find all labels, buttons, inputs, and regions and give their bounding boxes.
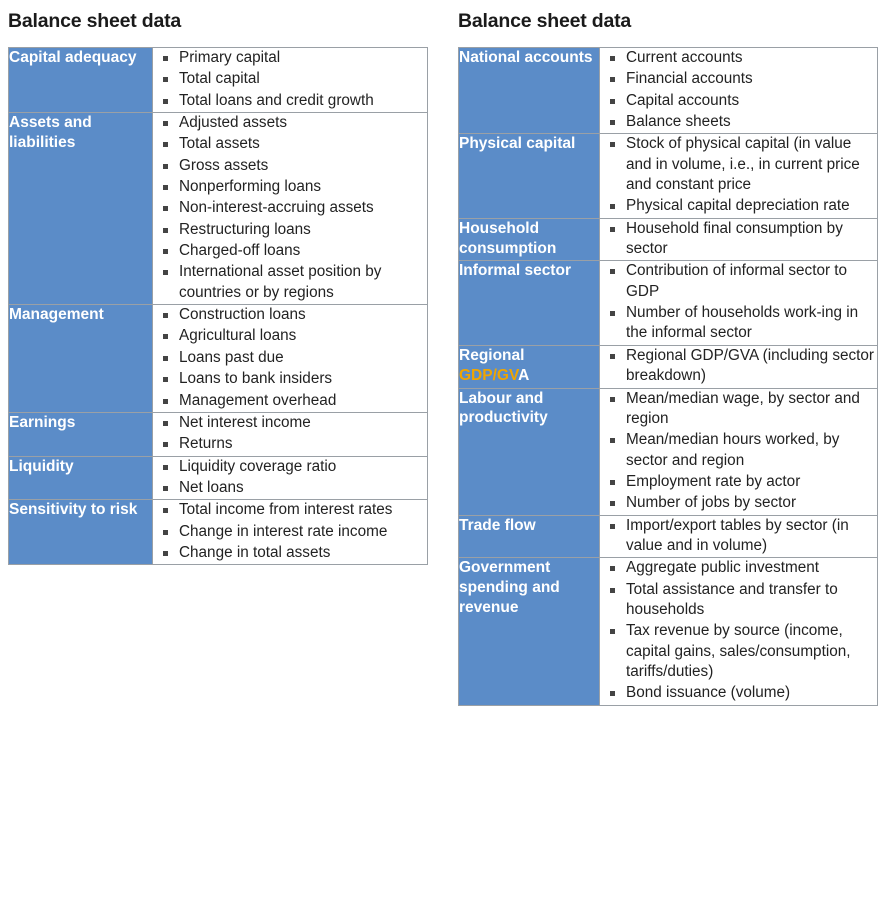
list-item: Construction loans bbox=[153, 305, 427, 325]
row-items bbox=[600, 515, 878, 558]
table-row bbox=[9, 456, 428, 500]
row-items bbox=[600, 345, 878, 388]
row-items bbox=[153, 48, 428, 113]
list-item: Non-interest-accruing assets bbox=[153, 198, 427, 218]
row-label: Household consumption bbox=[459, 218, 600, 261]
row-label: Capital adequacy bbox=[9, 48, 153, 113]
row-label: Assets and liabilities bbox=[9, 113, 153, 305]
balance-sheet-table-right bbox=[458, 47, 878, 706]
row-items bbox=[600, 218, 878, 261]
table-row bbox=[9, 412, 428, 456]
row-label: Liquidity bbox=[9, 456, 153, 500]
list-item: Loans past due bbox=[153, 348, 427, 368]
row-label: Physical capital bbox=[459, 134, 600, 218]
row-label: Sensitivity to risk bbox=[9, 500, 153, 565]
row-items bbox=[153, 113, 428, 305]
row-label: Trade flow bbox=[459, 515, 600, 558]
list-item: International asset position by countries or by regions bbox=[153, 262, 427, 303]
list-item: Number of jobs by sector bbox=[600, 493, 877, 513]
table-row bbox=[459, 48, 878, 134]
row-items bbox=[600, 261, 878, 345]
list-item: Change in total assets bbox=[153, 543, 427, 563]
table-row bbox=[459, 558, 878, 705]
list-item: Net loans bbox=[153, 478, 427, 498]
list-item: Employment rate by actor bbox=[600, 472, 877, 492]
row-items bbox=[153, 500, 428, 565]
row-label: Earnings bbox=[9, 412, 153, 456]
list-item: Aggregate public investment bbox=[600, 558, 877, 578]
list-item: Mean/median hours worked, by sector and region bbox=[600, 430, 877, 471]
list-item: Loans to bank insiders bbox=[153, 369, 427, 389]
list-item: Import/export tables by sector (in value and in volume) bbox=[600, 516, 877, 557]
page-title-right: Balance sheet data bbox=[458, 10, 632, 32]
list-item: Household final consumption by sector bbox=[600, 219, 877, 260]
row-items bbox=[153, 412, 428, 456]
row-label: Informal sector bbox=[459, 261, 600, 345]
list-item: Contribution of informal sector to GDP bbox=[600, 261, 877, 302]
list-item: Total assistance and transfer to households bbox=[600, 580, 877, 621]
table-row bbox=[9, 48, 428, 113]
row-items bbox=[600, 388, 878, 515]
list-item: Balance sheets bbox=[600, 112, 877, 132]
column-left bbox=[8, 0, 428, 706]
row-label: National accounts bbox=[459, 48, 600, 134]
row-items bbox=[600, 134, 878, 218]
list-item: Agricultural loans bbox=[153, 326, 427, 346]
list-item: Regional GDP/GVA (including sector breakdown) bbox=[600, 346, 877, 387]
table-row bbox=[9, 113, 428, 305]
table-row bbox=[9, 500, 428, 565]
list-item: Restructuring loans bbox=[153, 220, 427, 240]
table-row bbox=[459, 134, 878, 218]
row-items bbox=[600, 558, 878, 705]
row-items bbox=[153, 305, 428, 413]
row-label-accent: GDP/GV bbox=[459, 366, 519, 384]
list-item: Net interest income bbox=[153, 413, 427, 433]
table-row bbox=[459, 515, 878, 558]
table-row bbox=[9, 305, 428, 413]
row-label: Management bbox=[9, 305, 153, 413]
row-label: Regional GDP/GVA bbox=[459, 345, 600, 388]
list-item: Mean/median wage, by sector and region bbox=[600, 389, 877, 430]
list-item: Nonperforming loans bbox=[153, 177, 427, 197]
list-item: Financial accounts bbox=[600, 69, 877, 89]
list-item: Adjusted assets bbox=[153, 113, 427, 133]
table-row bbox=[459, 345, 878, 388]
balance-sheet-table-left bbox=[8, 47, 428, 565]
list-item: Physical capital depreciation rate bbox=[600, 196, 877, 216]
page-title-left: Balance sheet data bbox=[8, 10, 182, 32]
list-item: Liquidity coverage ratio bbox=[153, 457, 427, 477]
list-item: Total assets bbox=[153, 134, 427, 154]
list-item: Change in interest rate income bbox=[153, 522, 427, 542]
table-row bbox=[459, 261, 878, 345]
list-item: Management overhead bbox=[153, 391, 427, 411]
list-item: Bond issuance (volume) bbox=[600, 683, 877, 703]
list-item: Gross assets bbox=[153, 156, 427, 176]
list-item: Primary capital bbox=[153, 48, 427, 68]
list-item: Capital accounts bbox=[600, 91, 877, 111]
list-item: Number of households work-ing in the informal sector bbox=[600, 303, 877, 344]
list-item: Total income from interest rates bbox=[153, 500, 427, 520]
row-items bbox=[153, 456, 428, 500]
row-items bbox=[600, 48, 878, 134]
list-item: Returns bbox=[153, 434, 427, 454]
list-item: Total loans and credit growth bbox=[153, 91, 427, 111]
list-item: Current accounts bbox=[600, 48, 877, 68]
column-right bbox=[458, 0, 878, 706]
table-row bbox=[459, 218, 878, 261]
list-item: Stock of physical capital (in value and in volume, i.e., in current price and constant price bbox=[600, 134, 877, 195]
row-label: Labour and productivity bbox=[459, 388, 600, 515]
list-item: Charged-off loans bbox=[153, 241, 427, 261]
row-label: Government spending and revenue bbox=[459, 558, 600, 705]
list-item: Tax revenue by source (income, capital gains, sales/consumption, tariffs/duties) bbox=[600, 621, 877, 682]
list-item: Total capital bbox=[153, 69, 427, 89]
table-row bbox=[459, 388, 878, 515]
